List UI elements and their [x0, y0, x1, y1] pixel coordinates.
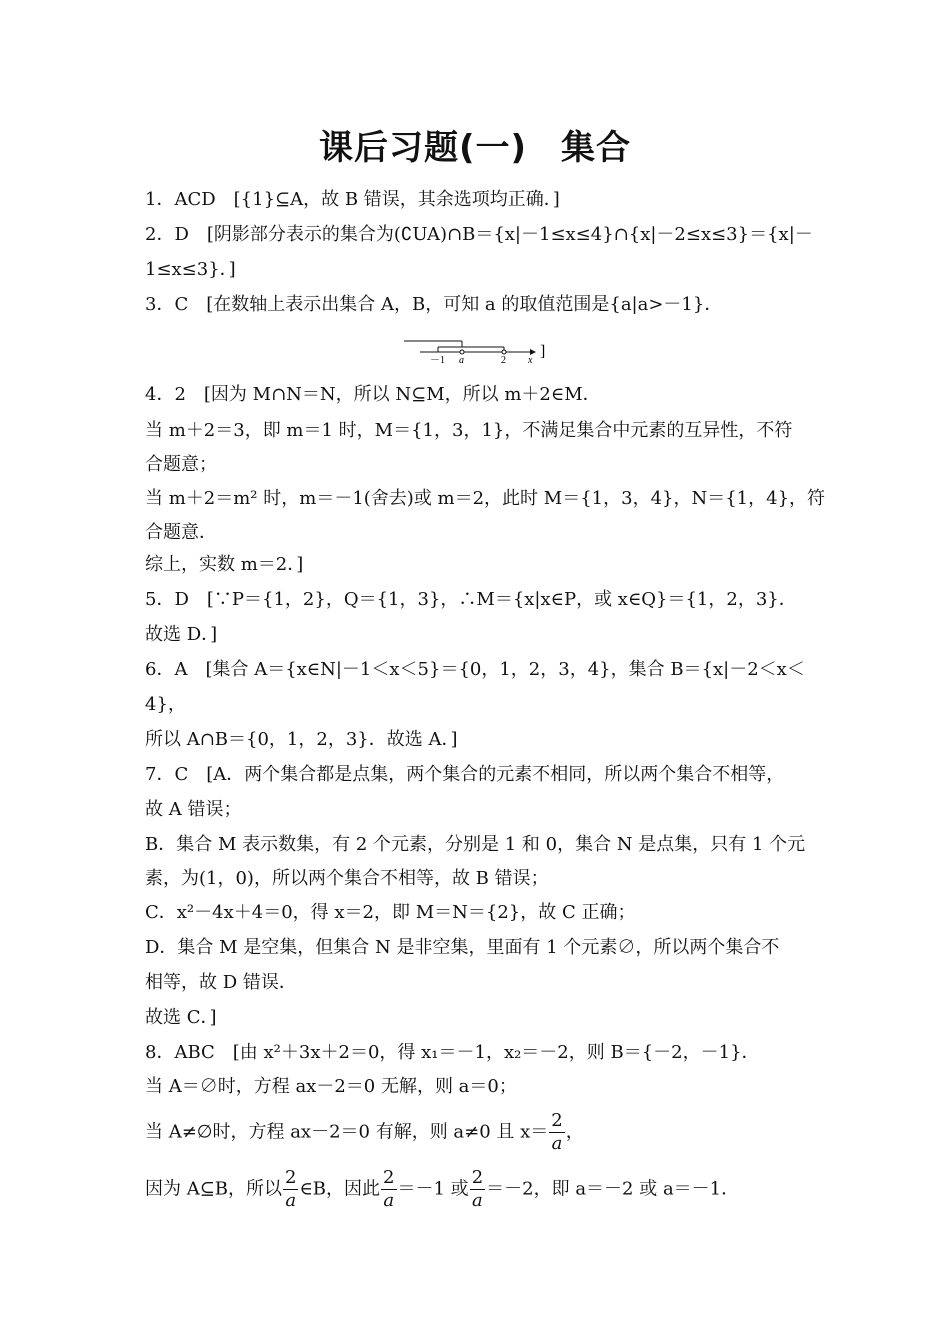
answer-8-line-2: 当 A＝∅时，方程 ax－2＝0 无解，则 a＝0；: [145, 1076, 517, 1097]
fraction-denominator: a: [383, 1190, 395, 1211]
label-x: x: [528, 355, 533, 366]
answer-6-line-3: 所以 A∩B＝{0，1，2，3}．故选 A．]: [145, 729, 458, 750]
fraction-denominator: a: [472, 1190, 483, 1211]
fraction-numerator: 2: [471, 1167, 484, 1188]
answer-7-line-4: 素，为(1，0)，所以两个集合不相等，故 B 错误；: [145, 868, 549, 889]
answer-8-line-4-part-1: 因为 A⊆B，所以: [145, 1178, 283, 1200]
answer-7-line-7: 相等，故 D 错误．: [145, 972, 297, 993]
answer-5-line-2: 故选 D．]: [145, 624, 218, 645]
answer-5-line-1: 5．D [∵P＝{1，2}，Q＝{1，3}，∴M＝{x|x∈P，或 x∈Q}＝{1，2，3}．: [145, 589, 797, 610]
fraction-numerator: 2: [551, 1110, 563, 1131]
answer-8-line-4-part-3: ＝－1 或: [397, 1178, 469, 1200]
answer-2-line-1: 2．D [阴影部分表示的集合为(∁UA)∩B＝{x|－1≤x≤4}∩{x|－2≤x≤3}＝{x|－: [145, 224, 813, 245]
label-a: a: [459, 355, 464, 366]
page-title-sub: 集合: [561, 128, 632, 168]
answer-7-line-2: 故 A 错误；: [145, 799, 242, 820]
answer-7-line-8: 故选 C．]: [145, 1007, 217, 1028]
answer-4-line-6: 综上，实数 m＝2．]: [145, 554, 304, 575]
answer-7-line-1: 7．C [A．两个集合都是点集，两个集合的元素不相同，所以两个集合不相等，: [145, 764, 785, 785]
fraction-denominator: a: [285, 1190, 297, 1211]
closing-bracket: ]: [540, 343, 546, 360]
answer-8-line-3: [145, 1110, 584, 1155]
answer-4-line-1: 4．2 [因为 M∩N＝N，所以 N⊆M，所以 m＋2∈M．: [145, 384, 601, 405]
answer-4-line-5: 合题意．: [145, 522, 217, 543]
answer-8-line-3-text: 当 A≠∅时，方程 ax－2＝0 有解，则 a≠0 且 x＝: [145, 1121, 549, 1143]
answer-1: 1．ACD [{1}⊆A，故 B 错误，其余选项均正确．]: [145, 189, 560, 210]
page-title: [0, 120, 950, 169]
fraction-2-over-a: [549, 1110, 564, 1155]
page-title-main: 课后习题(一): [318, 128, 528, 168]
fraction-2-over-a: [283, 1167, 298, 1212]
point-a: [460, 350, 464, 354]
answer-4-line-3: 合题意；: [145, 454, 217, 475]
answer-8-line-4-part-2: ∈B，因此: [299, 1178, 381, 1200]
fraction-numerator: 2: [383, 1167, 395, 1188]
fraction-2-over-a: [381, 1167, 396, 1212]
point-two: [502, 350, 506, 354]
label-minus-one: －1: [430, 355, 445, 366]
answer-8-line-4-part-4: ＝－2，即 a＝－2 或 a＝－1．: [486, 1178, 740, 1200]
answer-2-line-2: 1≤x≤3}．]: [145, 259, 236, 280]
answer-8-line-4: [145, 1167, 739, 1212]
answer-4-line-4: 当 m＋2＝m² 时，m＝－1(舍去)或 m＝2，此时 M＝{1，3，4}，N＝{1，4}，符: [145, 488, 826, 509]
fraction-numerator: 2: [285, 1167, 297, 1188]
fraction-denominator: a: [551, 1133, 563, 1154]
answer-4-line-2: 当 m＋2＝3，即 m＝1 时，M＝{1，3，1}，不满足集合中元素的互异性，不符: [145, 420, 793, 441]
fraction-2-over-a: [470, 1167, 485, 1212]
answer-8-line-3-end: ，: [565, 1121, 584, 1143]
number-line-figure: [400, 326, 560, 366]
answer-7-line-3: B．集合 M 表示数集，有 2 个元素，分别是 1 和 0，集合 N 是点集，只有 1 个元: [145, 834, 806, 855]
label-two: 2: [501, 355, 506, 366]
answer-6-line-1: 6．A [集合 A＝{x∈N|－1＜x＜5}＝{0，1，2，3，4}，集合 B＝{x|－2＜x＜: [145, 659, 805, 680]
answer-8-line-1: 8．ABC [由 x²＋3x＋2＝0，得 x₁＝－1，x₂＝－2，则 B＝{－2，－1}．: [145, 1042, 760, 1063]
answer-7-line-5: C．x²－4x＋4＝0，得 x＝2，即 M＝N＝{2}，故 C 正确；: [145, 902, 636, 923]
answer-3: 3．C [在数轴上表示出集合 A，B，可知 a 的取值范围是{a|a>－1}．: [145, 294, 723, 315]
answer-6-line-2: 4}，: [145, 694, 186, 715]
answer-7-line-6: D．集合 M 是空集，但集合 N 是非空集，里面有 1 个元素∅，所以两个集合不: [145, 937, 780, 958]
